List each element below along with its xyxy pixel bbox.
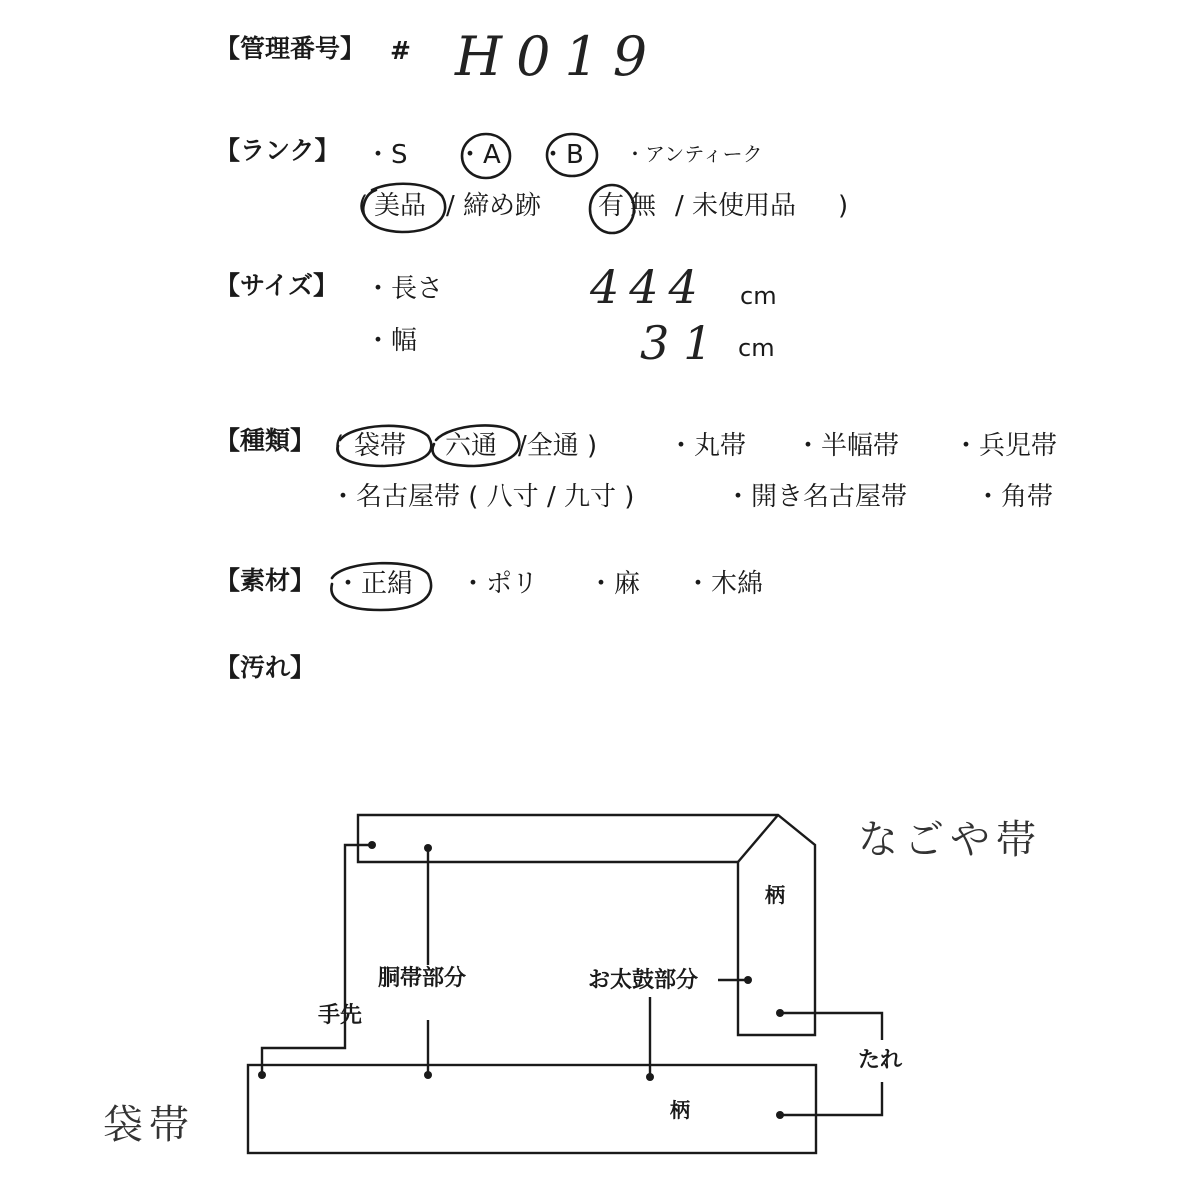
- type-rokutsu: 六通: [445, 431, 498, 461]
- fukuro-pattern-label: 柄: [670, 1098, 690, 1122]
- type-heko: ・兵児帯: [953, 431, 1058, 461]
- size-length-unit: cm: [740, 282, 777, 310]
- type-open-paren: (: [334, 431, 345, 461]
- management-label: 【管理番号】: [215, 34, 366, 63]
- rank-option-s: ・S: [365, 140, 408, 170]
- leader-tare-top: [780, 1013, 882, 1040]
- type-nagoya: ・名古屋帯 ( 八寸 / 九寸 ): [330, 482, 635, 512]
- leader-tare-bottom: [780, 1082, 882, 1115]
- nagoya-pattern-label: 柄: [765, 883, 785, 907]
- type-hanhaba: ・半幅帯: [795, 431, 900, 461]
- material-poly: ・ポリ: [460, 569, 539, 599]
- size-width-value: 31: [640, 316, 727, 370]
- dot-tesaki-fukuro: [258, 1071, 266, 1079]
- rank-option-b: ・B: [540, 140, 584, 170]
- rank-option-a: ・A: [457, 140, 501, 170]
- label-tesaki: 手先: [318, 1003, 363, 1028]
- dot-dou-nagoya: [424, 844, 432, 852]
- dot-otaiko-fukuro: [646, 1073, 654, 1081]
- label-dou: 胴帯部分: [378, 966, 467, 991]
- nagoya-obi-shape: [358, 815, 815, 1035]
- nagoya-obi-fold: [738, 815, 778, 862]
- type-kaku: ・角帯: [975, 482, 1054, 512]
- leader-tesaki: [262, 845, 372, 1075]
- dot-dou-fukuro: [424, 1071, 432, 1079]
- size-width-label: ・幅: [365, 326, 418, 356]
- fukuro-obi-title: 袋帯: [103, 1102, 195, 1148]
- condition-close-paren: ): [838, 191, 849, 221]
- label-otaiko: お太鼓部分: [588, 968, 699, 993]
- fukuro-obi-shape: [248, 1065, 816, 1153]
- dot-tare-fukuro: [776, 1111, 784, 1119]
- dot-otaiko-nagoya: [744, 976, 752, 984]
- type-zentsu: /全通 ): [518, 431, 598, 461]
- dot-tare-nagoya: [776, 1009, 784, 1017]
- condition-ari: 有: [598, 191, 625, 221]
- stain-label: 【汚れ】: [215, 653, 316, 682]
- size-length-label: ・長さ: [365, 274, 444, 304]
- condition-bihin: 美品: [374, 191, 427, 221]
- condition-mishiyou: / 未使用品: [675, 191, 797, 221]
- type-fukuro: 袋帯: [354, 431, 407, 461]
- type-hiraki-nagoya: ・開き名古屋帯: [725, 482, 908, 512]
- material-label: 【素材】: [215, 566, 316, 595]
- dot-tesaki-nagoya: [368, 841, 376, 849]
- material-asa: ・麻: [588, 569, 641, 599]
- size-width-unit: cm: [738, 334, 775, 362]
- size-length-value: 444: [590, 260, 708, 314]
- material-shoken: ・正絹: [335, 569, 414, 599]
- rank-option-antique: ・アンティーク: [625, 142, 763, 166]
- nagoya-obi-title: なごや帯: [858, 817, 1042, 863]
- size-label: 【サイズ】: [215, 271, 339, 300]
- condition-open-paren: (: [358, 191, 369, 221]
- material-momen: ・木綿: [685, 569, 764, 599]
- management-hash: #: [390, 36, 411, 65]
- condition-nashi: 無: [630, 191, 657, 221]
- type-label: 【種類】: [215, 426, 316, 455]
- rank-label: 【ランク】: [215, 136, 340, 165]
- type-maru: ・丸帯: [668, 431, 747, 461]
- management-number: H019: [455, 25, 662, 88]
- condition-shimeato: / 締め跡: [446, 191, 542, 221]
- label-tare: たれ: [858, 1048, 903, 1073]
